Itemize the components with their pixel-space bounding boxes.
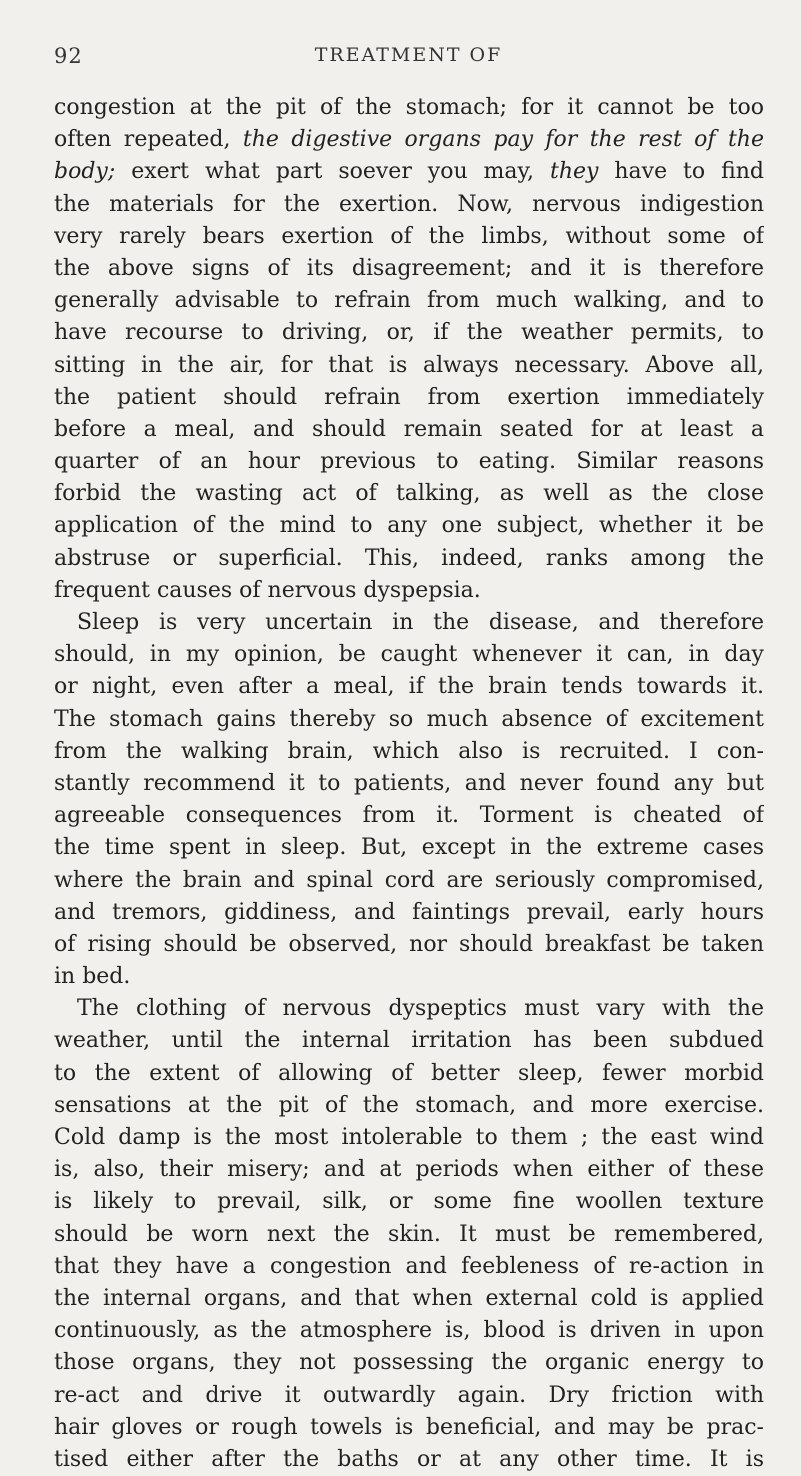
text-line: have recourse to driving, or, if the weather permits, to bbox=[54, 320, 764, 346]
text-line: and tremors, giddiness, and faintings prevail, early hours bbox=[54, 899, 764, 925]
text-line: generally advisable to refrain from much walking, and to bbox=[54, 288, 764, 314]
text-line: body; exert what part soever you may, they have to find bbox=[54, 159, 764, 185]
text-line: agreeable consequences from it. Torment is cheated of bbox=[54, 803, 764, 829]
text-line: Cold damp is the most intolerable to them ; the east wind bbox=[54, 1125, 764, 1150]
text-line: weather, until the internal irritation has been subdued bbox=[54, 1028, 764, 1054]
body-text bbox=[54, 92, 764, 1476]
text-line: of rising should be observed, nor should breakfast be taken bbox=[54, 931, 764, 957]
text-line: frequent causes of nervous dyspepsia. bbox=[54, 577, 481, 603]
italic-phrase: the digestive organs pay for the rest of the bbox=[242, 127, 764, 153]
text-line: hair gloves or rough towels is beneficial, and may be prac- bbox=[54, 1414, 764, 1440]
running-head bbox=[54, 44, 763, 74]
text-line: the above signs of its disagreement; and it is therefore bbox=[54, 255, 764, 281]
text-line: or night, even after a meal, if the brain tends towards it. bbox=[54, 674, 764, 700]
text-line: forbid the wasting act of talking, as well as the close bbox=[54, 481, 764, 507]
text-line: should be worn next the skin. It must be remembered, bbox=[54, 1221, 764, 1247]
text-line: those organs, they not possessing the organic energy to bbox=[54, 1350, 764, 1376]
text-line: quarter of an hour previous to eating. Similar reasons bbox=[54, 449, 764, 475]
text-line: The clothing of nervous dyspeptics must vary with the bbox=[77, 996, 764, 1022]
text-line: from the walking brain, which also is recruited. I con- bbox=[54, 738, 764, 764]
text-line: often repeated, the digestive organs pay for the rest of the bbox=[54, 127, 764, 153]
text-line: Sleep is very uncertain in the disease, and therefore bbox=[77, 610, 764, 635]
text-line: should, in my opinion, be caught whenever it can, in day bbox=[54, 642, 764, 668]
text-line: sensations at the pit of the stomach, and more exercise. bbox=[54, 1092, 764, 1118]
text-line: very rarely bears exertion of the limbs, without some of bbox=[54, 223, 764, 249]
text-line: before a meal, and should remain seated for at least a bbox=[54, 416, 764, 442]
text-line: the time spent in sleep. But, except in the extreme cases bbox=[54, 835, 764, 861]
text-line: The stomach gains thereby so much absence of excitement bbox=[54, 706, 764, 732]
italic-phrase: body; bbox=[54, 159, 116, 185]
page-number: 92 bbox=[54, 44, 83, 68]
text-line: tised either after the baths or at any other time. It is bbox=[54, 1446, 764, 1472]
text-line: stantly recommend it to patients, and never found any but bbox=[54, 770, 764, 796]
text-line: is, also, their misery; and at periods when either of these bbox=[54, 1157, 764, 1183]
text-line: where the brain and spinal cord are seriously compromised, bbox=[54, 867, 764, 893]
text-line: sitting in the air, for that is always necessary. Above all, bbox=[54, 352, 764, 378]
text-line: congestion at the pit of the stomach; for it cannot be too bbox=[54, 95, 764, 120]
running-title: TREATMENT OF bbox=[314, 44, 503, 66]
text-line: the internal organs, and that when external cold is applied bbox=[54, 1285, 764, 1311]
italic-phrase: they bbox=[549, 159, 599, 185]
text-line: application of the mind to any one subject, whether it be bbox=[54, 513, 764, 539]
text-line: that they have a congestion and feebleness of re-action in bbox=[54, 1253, 764, 1279]
text-line: to the extent of allowing of better sleep, fewer morbid bbox=[54, 1060, 764, 1086]
text-line: the patient should refrain from exertion immediately bbox=[54, 384, 764, 410]
text-line: in bed. bbox=[54, 964, 131, 990]
text-line: re-act and drive it outwardly again. Dry friction with bbox=[54, 1382, 764, 1408]
text-line: continuously, as the atmosphere is, blood is driven in upon bbox=[54, 1318, 764, 1344]
text-line: the materials for the exertion. Now, nervous indigestion bbox=[54, 191, 764, 217]
text-line: abstruse or superficial. This, indeed, ranks among the bbox=[54, 545, 764, 571]
text-line: is likely to prevail, silk, or some fine woollen texture bbox=[54, 1189, 764, 1215]
